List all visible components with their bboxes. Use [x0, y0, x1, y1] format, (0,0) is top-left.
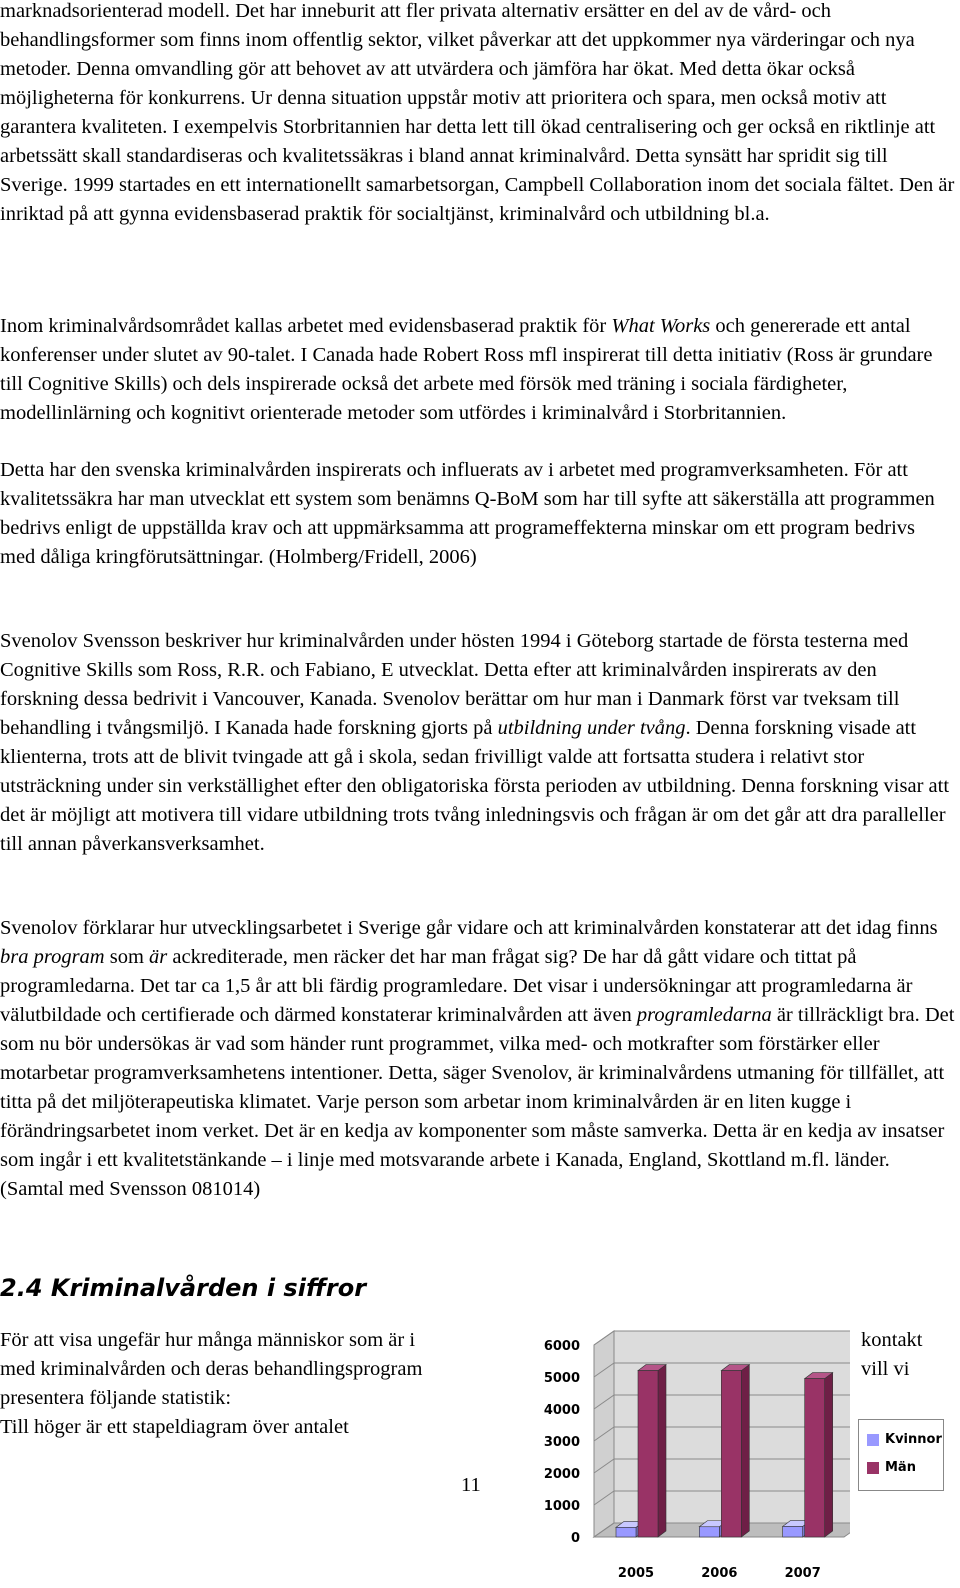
bar-side [741, 1365, 749, 1537]
section-text-line-1-right: kontakt [861, 1329, 923, 1351]
text-run: är tillräckligt bra. Det som nu bör undersökas är vad som händer runt programmet, vilka med- och motkrafter som förstärker eller motarbetar programverksamhetens intentioner. Detta, säger Svenolov, är kriminalvårdens utmaning för tillfället, att titta på det miljöterapeutiska klimatet. Varje person som arbetar inom kriminalvården är en liten kugge i förändringsarbetet inom verket. Det är en kedja av komponenter som måste samverka. Detta är en kedja av insatser som ingår i ett kvalitetstänkande – i linje med motsvarande arbete i Kanada, England, Skottland m.fl. länder. (Samtal med Svensson 081014) [0, 1004, 955, 1200]
text-run: utbildning under tvång [497, 717, 686, 739]
x-tick-label: 2006 [701, 1566, 738, 1581]
text-run: programledarna [636, 1004, 772, 1026]
legend-label-man: Män [885, 1460, 916, 1475]
bar-kvinnor [699, 1527, 719, 1537]
section-text-line-2-right: vill vi [861, 1358, 910, 1380]
paragraph-cognitive-skills [0, 627, 955, 859]
y-tick-label: 6000 [543, 1339, 580, 1354]
bar-kvinnor [783, 1526, 803, 1537]
text-run: är [149, 946, 168, 968]
text-run: . Denna forskning visade att klienterna, trots att de blivit tvingade att gå i skola, sedan frivilligt valde att fortsatta studera i relativt stor utsträckning under sin verkställighet efter den obligatoriska första perioden av utbildning. Denna forskning visar att det är möjligt att motivera till vidare utbildning trots tvång inledningsvis och frågan är om det går att dra paralleller till annan påverkansverksamhet. [0, 717, 950, 855]
bar-side [658, 1365, 666, 1537]
y-tick-label: 3000 [543, 1435, 580, 1450]
bar-män [721, 1371, 741, 1537]
section-text-line-3: presentera följande statistik: [0, 1387, 232, 1409]
section-heading: 2.4 Kriminalvården i siffror [0, 1274, 367, 1302]
page-number: 11 [461, 1474, 481, 1496]
text-run: Svenolov Svensson beskriver hur kriminalvården under hösten 1994 i Göteborg startade de första testerna med Cognitive Skills som Ross, R.R. och Fabiano, E utvecklat. Detta efter att kriminalvården inspirerats av den forskning dessa bedrivit i Vancouver, Kanada. Svenolov berättar om hur man i Danmark först var tveksam till behandling i tvångsmiljö. I Kanada hade forskning gjorts på [0, 630, 909, 739]
text-run: och genererade ett antal konferenser under slutet av 90-talet. I Canada hade Robert Ross mfl inspirerat till detta initiativ (Ross är grundare till Cognitive Skills) och dels inspirerade också det arbete med försök med träning i sociala färdigheter, modellinlärning och kognitivt orienterade metoder som utfördes i kriminalvård i Storbritannien. [0, 315, 933, 424]
text-run: What Works [611, 315, 711, 337]
paragraph-utvecklingsarbete [0, 914, 955, 1204]
text-run: marknadsorienterad modell. Det har inneburit att fler privata alternativ ersätter en del av de vård- och behandlingsformer som finns inom offentlig sektor, vilket påverkar att det uppkommer nya värderingar och nya metoder. Denna omvandling gör att behovet av att utvärdera och jämföra har ökat. Med detta ökar också möjligheterna för konkurrens. Ur denna situation uppstår motiv att prioritera och spara, men också motiv att garantera kvaliteten. I exempelvis Storbritannien har detta lett till ökad centralisering och ger också en riktlinje att arbetssätt skall standardiseras och kvalitetssäkras i bland annat kriminalvård. Detta synsätt har spridit sig till Sverige. 1999 startades en ett internationellt samarbetsorgan, Campbell Collaboration inom det sociala fältet. Den är inriktad på att gynna evidensbaserad praktik för socialtjänst, kriminalvård och utbildning bl.a. [0, 0, 955, 225]
section-text-line-1: För att visa ungefär hur många människor som är i [0, 1329, 416, 1351]
paragraph-intro [0, 0, 955, 229]
bar-kvinnor [616, 1527, 636, 1537]
paragraph-what-works [0, 312, 955, 428]
text-run: bra program [0, 946, 105, 968]
section-text-line-4: Till höger är ett stapeldiagram över antalet [0, 1416, 349, 1438]
y-tick-label: 0 [570, 1531, 580, 1546]
text-run: ackrediterade, men räcker det har man frågat sig? De har då gått vidare och tittat på programledarna. Det tar ca 1,5 år att bli färdig programledare. Det visar i undersökningar att programledarna är välutbildade och certifierade och därmed konstaterar kriminalvården att även [0, 946, 913, 1026]
x-tick-label: 2007 [784, 1566, 821, 1581]
bar-side [825, 1373, 833, 1537]
bar-män [805, 1379, 825, 1537]
bar-chart [530, 1325, 850, 1588]
chart-legend [858, 1419, 944, 1491]
y-tick-label: 2000 [543, 1467, 580, 1482]
legend-item-man [867, 1460, 916, 1475]
section-text-line-2: med kriminalvården och deras behandlingsprogram [0, 1358, 423, 1380]
text-run: Svenolov förklarar hur utvecklingsarbetet i Sverige går vidare och att kriminalvården konstaterar att det idag finns [0, 917, 938, 939]
legend-swatch-kvinnor [867, 1434, 879, 1446]
text-run: Detta har den svenska kriminalvården inspirerats och influerats av i arbetet med programverksamheten. För att kvalitetssäkra har man utvecklat ett system som benämns Q-BoM som har till syfte att säkerställa att programmen bedrivs enligt de uppställda krav och att uppmärksamma att programeffekterna minskar om ett program bedrivs med dåliga kringförutsättningar. (Holmberg/Fridell, 2006) [0, 459, 935, 568]
legend-item-kvinnor [867, 1432, 942, 1447]
paragraph-programverksamhet [0, 456, 955, 572]
legend-swatch-man [867, 1462, 879, 1474]
legend-label-kvinnor: Kvinnor [885, 1432, 942, 1447]
y-tick-label: 1000 [543, 1499, 580, 1514]
text-run: Inom kriminalvårdsområdet kallas arbetet med evidensbaserad praktik för [0, 315, 612, 337]
y-tick-label: 4000 [543, 1403, 580, 1418]
text-run: som [104, 946, 150, 968]
bar-män [638, 1371, 658, 1537]
x-tick-label: 2005 [617, 1566, 655, 1581]
y-tick-label: 5000 [543, 1371, 580, 1386]
